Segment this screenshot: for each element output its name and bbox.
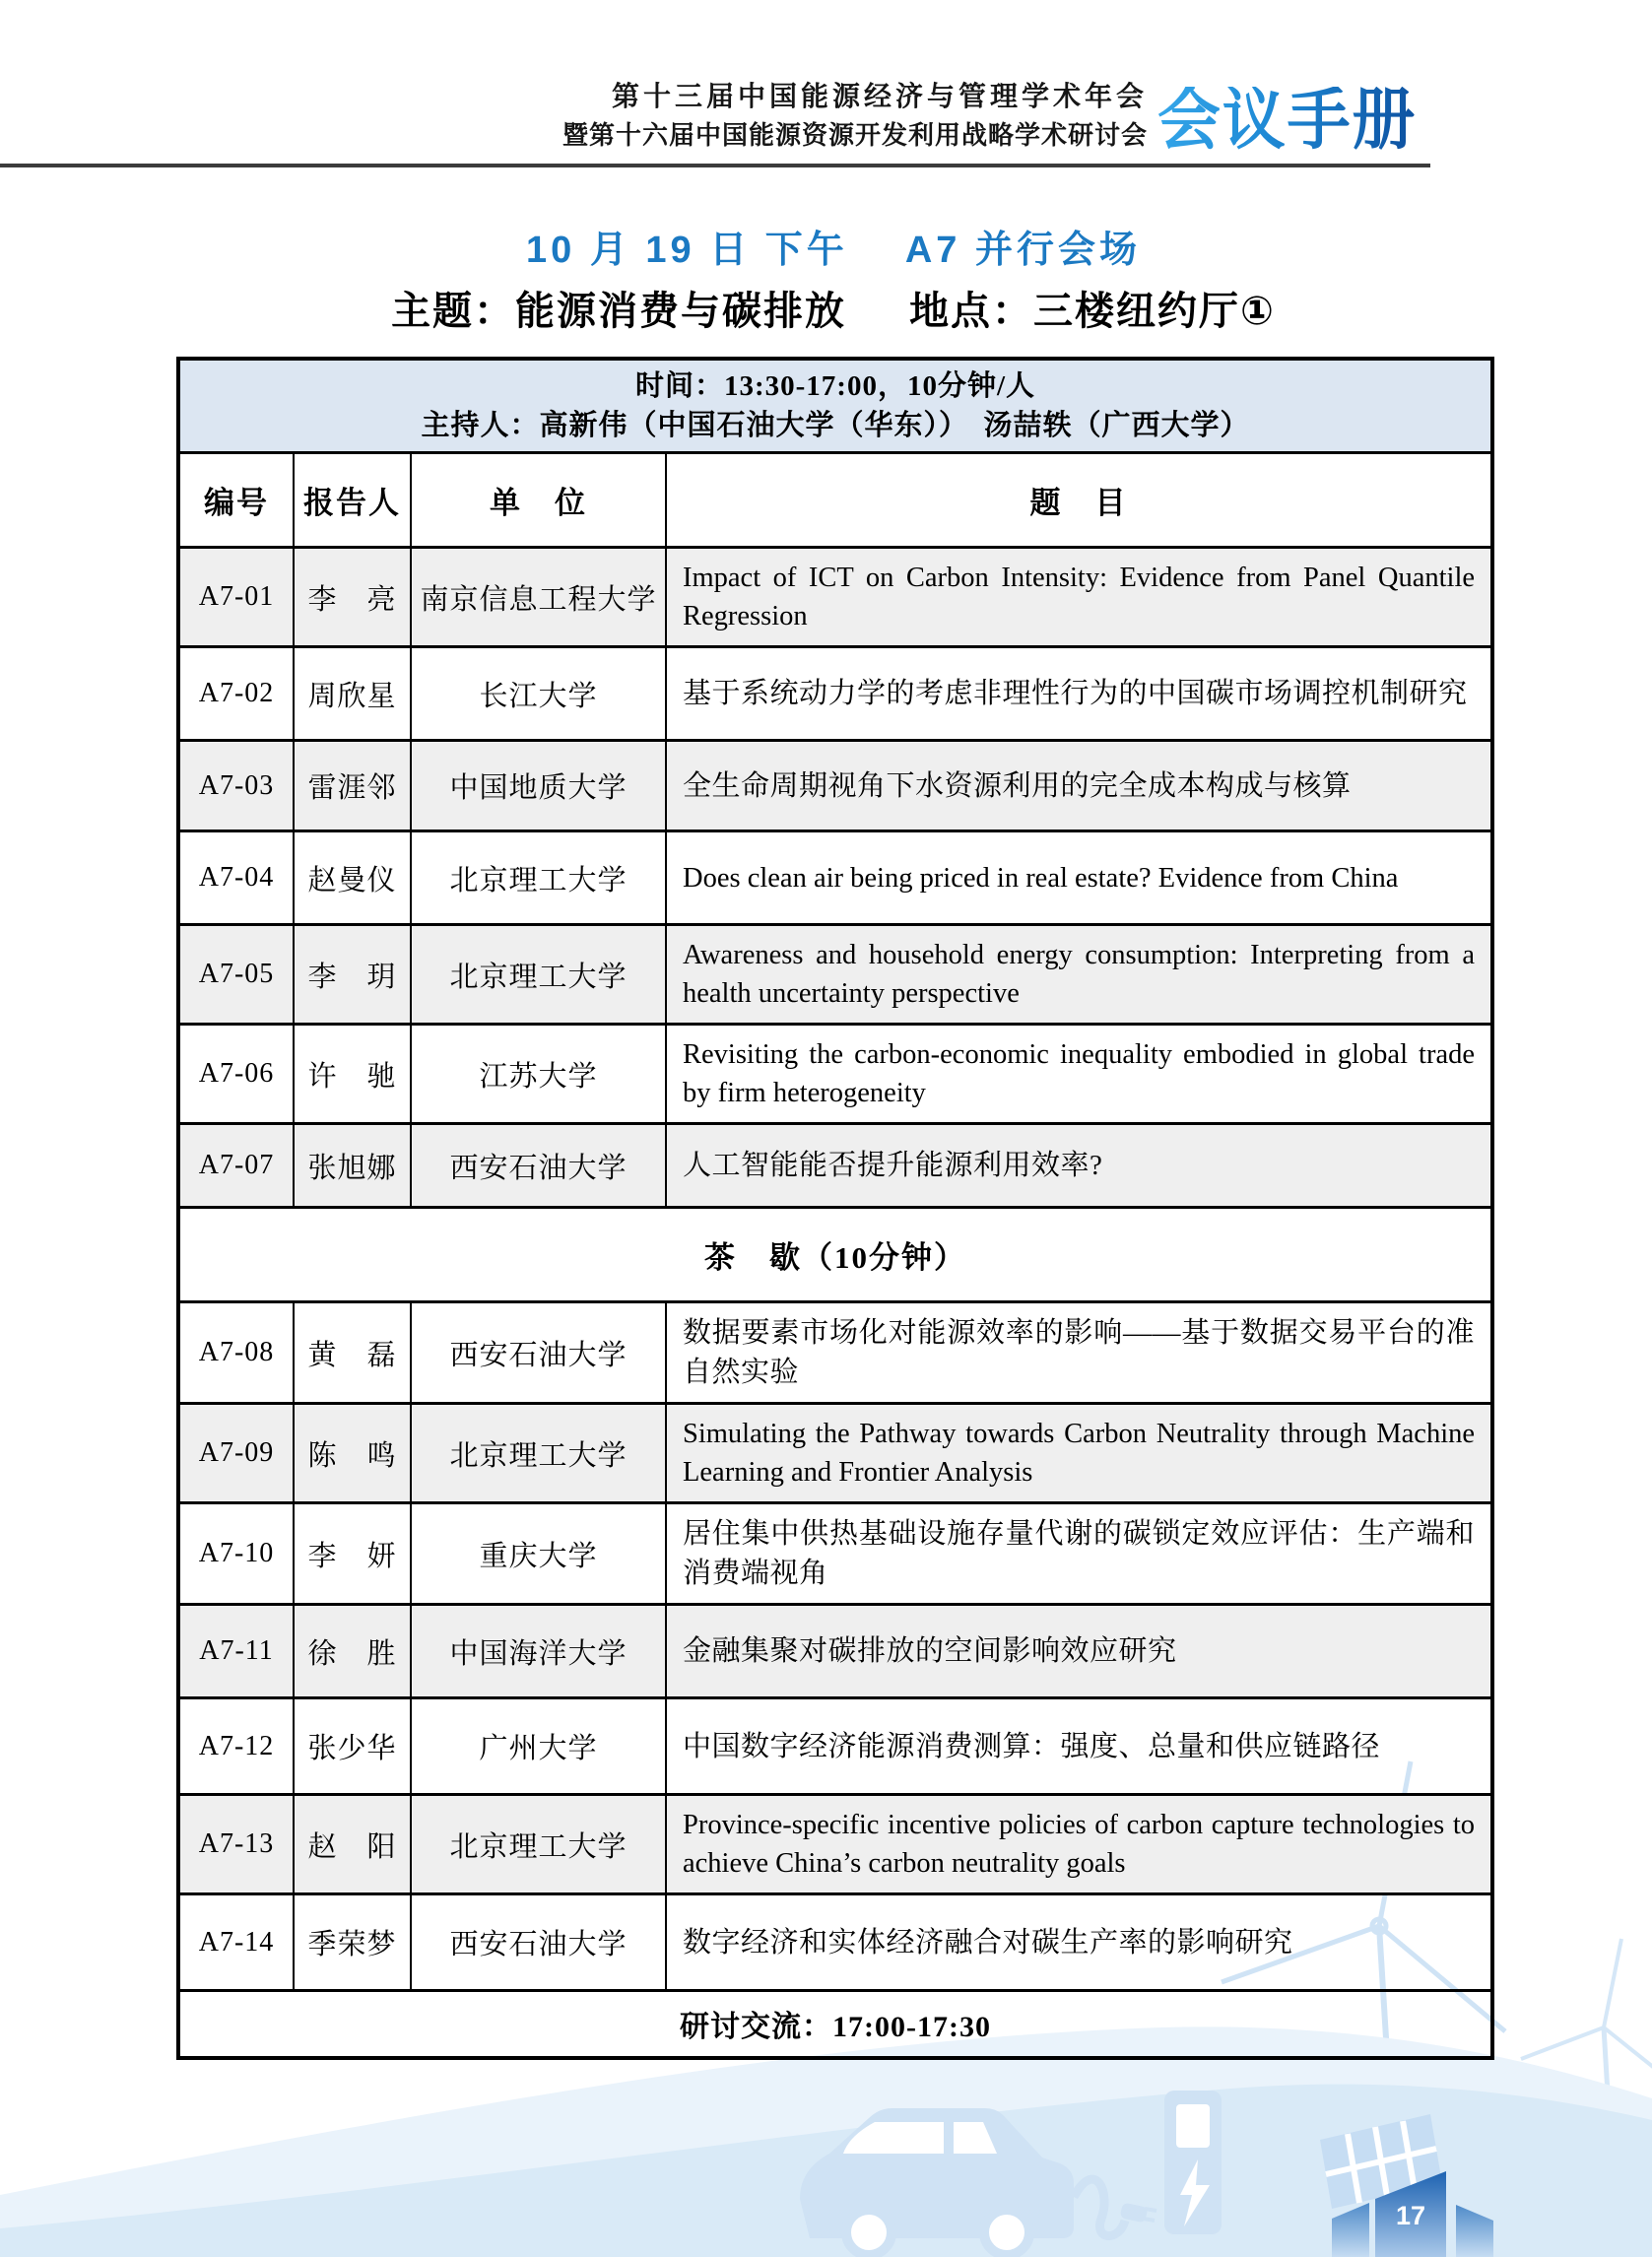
paper-id-cell: A7-08: [178, 1302, 294, 1404]
session-date: 10 月 19 日 下午: [526, 230, 848, 271]
presentation-row: [178, 1025, 1492, 1124]
presentation-row: [178, 741, 1492, 831]
conference-names: [562, 77, 1148, 154]
presentation-row: [178, 1605, 1492, 1698]
column-header: 题 目: [666, 453, 1492, 548]
program-table-wrap: [176, 357, 1494, 2060]
presentation-row: [178, 1302, 1492, 1404]
organization-cell: 西安石油大学: [411, 1894, 666, 1991]
organization-cell: 南京信息工程大学: [411, 548, 666, 647]
presentation-row: [178, 1124, 1492, 1208]
title-cell: 基于系统动力学的考虑非理性行为的中国碳市场调控机制研究: [666, 647, 1492, 741]
column-header-row: [178, 453, 1492, 548]
session-topic: 主题：能源消费与碳排放: [391, 290, 847, 333]
presentation-row: [178, 1894, 1492, 1991]
presentation-row: [178, 1795, 1492, 1894]
title-cell: Awareness and household energy consumption: Interpreting from a health uncertainty perspective: [666, 925, 1492, 1025]
title-cell: 中国数字经济能源消费测算：强度、总量和供应链路径: [666, 1698, 1492, 1795]
paper-id-cell: A7-04: [178, 831, 294, 925]
tea-break-cell: 茶 歇（10分钟）: [178, 1208, 1492, 1302]
manual-title: 会议手册: [1156, 83, 1418, 158]
paper-id-cell: A7-10: [178, 1503, 294, 1605]
presenter-cell: 张少华: [294, 1698, 411, 1795]
organization-cell: 北京理工大学: [411, 1795, 666, 1894]
presentation-row: [178, 925, 1492, 1025]
presentation-row: [178, 548, 1492, 647]
tea-break-row: [178, 1208, 1492, 1302]
page-number: 17: [1395, 2201, 1426, 2230]
presenter-cell: 李 妍: [294, 1503, 411, 1605]
paper-id-cell: A7-07: [178, 1124, 294, 1208]
organization-cell: 北京理工大学: [411, 831, 666, 925]
paper-id-cell: A7-13: [178, 1795, 294, 1894]
organization-cell: 西安石油大学: [411, 1302, 666, 1404]
presenter-cell: 赵曼仪: [294, 831, 411, 925]
presenter-cell: 徐 胜: [294, 1605, 411, 1698]
session-location: 地点：三楼纽约厅①: [909, 290, 1276, 333]
column-header: 单 位: [411, 453, 666, 548]
session-info-row: [178, 359, 1492, 453]
presentation-row: [178, 1404, 1492, 1503]
presenter-cell: 李 亮: [294, 548, 411, 647]
paper-id-cell: A7-06: [178, 1025, 294, 1124]
presentation-row: [178, 831, 1492, 925]
session-hosts: 主持人：高新伟（中国石油大学（华东）） 汤喆轶（广西大学）: [421, 410, 1250, 441]
paper-id-cell: A7-05: [178, 925, 294, 1025]
organization-cell: 北京理工大学: [411, 1404, 666, 1503]
session-info-cell: [178, 359, 1492, 453]
presentation-row: [178, 1698, 1492, 1795]
title-cell: 数据要素市场化对能源效率的影响——基于数据交易平台的准自然实验: [666, 1302, 1492, 1404]
presenter-cell: 赵 阳: [294, 1795, 411, 1894]
conference-name-line2: 暨第十六届中国能源资源开发利用战略学术研讨会: [562, 120, 1148, 150]
title-cell: Impact of ICT on Carbon Intensity: Evidence from Panel Quantile Regression: [666, 548, 1492, 647]
paper-id-cell: A7-11: [178, 1605, 294, 1698]
presentation-row: [178, 647, 1492, 741]
program-table: [176, 357, 1494, 2060]
organization-cell: 江苏大学: [411, 1025, 666, 1124]
paper-id-cell: A7-03: [178, 741, 294, 831]
presenter-cell: 陈 鸣: [294, 1404, 411, 1503]
organization-cell: 中国海洋大学: [411, 1605, 666, 1698]
presenter-cell: 雷涯邻: [294, 741, 411, 831]
title-cell: Simulating the Pathway towards Carbon Neutrality through Machine Learning and Frontier Analysis: [666, 1404, 1492, 1503]
session-subheading: [176, 280, 1490, 336]
ev-charger-icon: [1164, 2091, 1222, 2234]
paper-id-cell: A7-12: [178, 1698, 294, 1795]
organization-cell: 广州大学: [411, 1698, 666, 1795]
masthead: [562, 77, 1433, 158]
organization-cell: 长江大学: [411, 647, 666, 741]
title-cell: Revisiting the carbon-economic inequality embodied in global trade by firm heterogeneity: [666, 1025, 1492, 1124]
presenter-cell: 许 驰: [294, 1025, 411, 1124]
organization-cell: 中国地质大学: [411, 741, 666, 831]
organization-cell: 重庆大学: [411, 1503, 666, 1605]
title-cell: Does clean air being priced in real estate? Evidence from China: [666, 831, 1492, 925]
column-header: 报告人: [294, 453, 411, 548]
paper-id-cell: A7-09: [178, 1404, 294, 1503]
title-cell: 数字经济和实体经济融合对碳生产率的影响研究: [666, 1894, 1492, 1991]
presenter-cell: 张旭娜: [294, 1124, 411, 1208]
title-cell: 全生命周期视角下水资源利用的完全成本构成与核算: [666, 741, 1492, 831]
column-header: 编号: [178, 453, 294, 548]
paper-id-cell: A7-02: [178, 647, 294, 741]
conference-name-line1: 第十三届中国能源经济与管理学术年会: [611, 81, 1148, 111]
organization-cell: 北京理工大学: [411, 925, 666, 1025]
session-heading: [176, 219, 1490, 273]
title-cell: 金融集聚对碳排放的空间影响效应研究: [666, 1605, 1492, 1698]
title-cell: 居住集中供热基础设施存量代谢的碳锁定效应评估：生产端和消费端视角: [666, 1503, 1492, 1605]
closing-cell: 研讨交流：17:00-17:30: [178, 1991, 1492, 2058]
paper-id-cell: A7-01: [178, 548, 294, 647]
closing-row: [178, 1991, 1492, 2058]
presentation-row: [178, 1503, 1492, 1605]
presenter-cell: 李 玥: [294, 925, 411, 1025]
header-rule: [0, 164, 1430, 167]
presenter-cell: 周欣星: [294, 647, 411, 741]
title-cell: 人工智能能否提升能源利用效率?: [666, 1124, 1492, 1208]
session-time: 时间：13:30-17:00，10分钟/人: [634, 370, 1036, 402]
presenter-cell: 黄 磊: [294, 1302, 411, 1404]
session-hall: A7 并行会场: [904, 230, 1141, 271]
paper-id-cell: A7-14: [178, 1894, 294, 1991]
presenter-cell: 季荣梦: [294, 1894, 411, 1991]
organization-cell: 西安石油大学: [411, 1124, 666, 1208]
title-cell: Province-specific incentive policies of carbon capture technologies to achieve China’s carbon neutrality goals: [666, 1795, 1492, 1894]
